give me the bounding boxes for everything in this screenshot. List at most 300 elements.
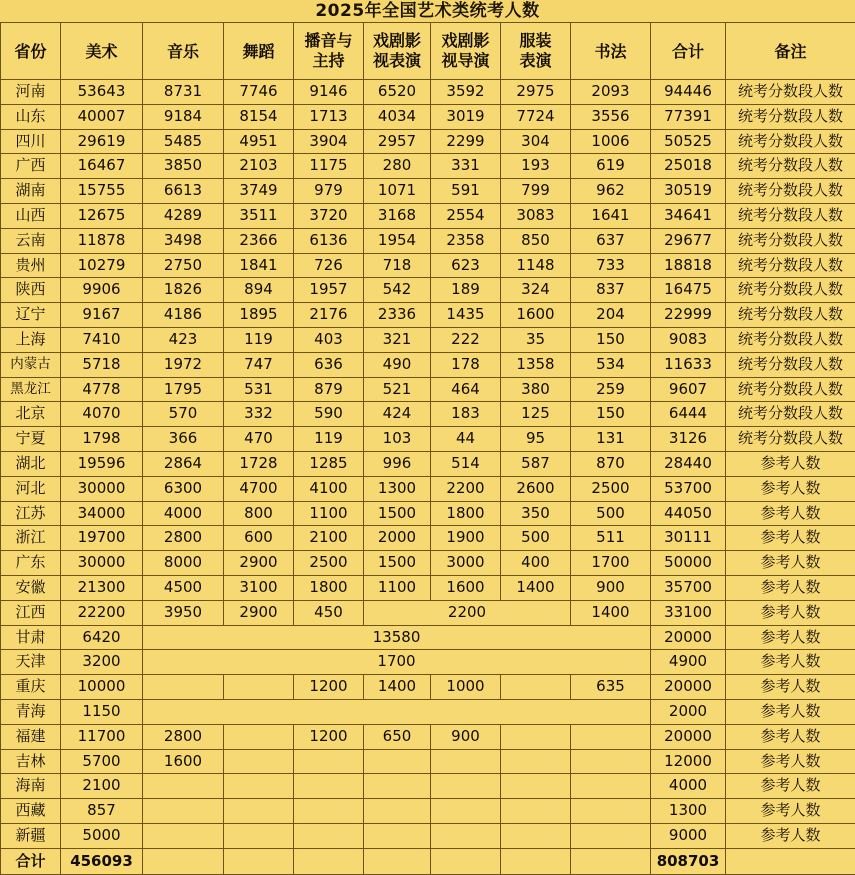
cell-calligraphy: 2093 [571,80,651,105]
cell-calligraphy: 870 [571,451,651,476]
cell-broadcast: 726 [294,253,364,278]
cell-merged: 13580 [143,625,651,650]
cell-fine_art: 2100 [61,774,143,799]
cell-drama_acting: 1500 [364,551,431,576]
cell-province: 湖北 [1,451,61,476]
cell-music: 1795 [143,377,224,402]
cell-costume: 1148 [501,253,571,278]
table-row [1,327,855,352]
cell-drama_acting: 4034 [364,104,431,129]
cell-broadcast: 1200 [294,675,364,700]
cell-fine_art: 10000 [61,675,143,700]
cell-dance: 531 [224,377,294,402]
cell-calligraphy: 1641 [571,203,651,228]
cell-total: 3126 [651,427,726,452]
cell-note: 统考分数段人数 [726,253,855,278]
cell-dance: 1728 [224,451,294,476]
cell-costume [501,799,571,824]
cell-total: 50000 [651,551,726,576]
cell-drama_acting: 718 [364,253,431,278]
cell-costume: 7724 [501,104,571,129]
cell-costume: 2975 [501,80,571,105]
cell-broadcast: 1957 [294,278,364,303]
column-header-line1: 服装 [501,31,570,51]
cell-calligraphy: 1700 [571,551,651,576]
cell-province: 江西 [1,600,61,625]
cell-dance: 1841 [224,253,294,278]
cell-broadcast: 3904 [294,129,364,154]
cell-province: 北京 [1,402,61,427]
cell-note: 统考分数段人数 [726,278,855,303]
cell-fine_art: 15755 [61,179,143,204]
cell-drama_acting: 1954 [364,228,431,253]
cell-broadcast [294,749,364,774]
cell-drama_directing: 1800 [431,501,501,526]
table-row [1,526,855,551]
cell-province: 湖南 [1,179,61,204]
cell-costume [501,823,571,848]
table-row [1,129,855,154]
cell-broadcast: 636 [294,352,364,377]
column-header-drama_directing [431,23,501,80]
table-row [1,228,855,253]
cell-costume: 3083 [501,203,571,228]
cell-calligraphy: 837 [571,278,651,303]
cell-province: 安徽 [1,575,61,600]
cell-costume: 95 [501,427,571,452]
cell-calligraphy: 733 [571,253,651,278]
cell-note: 参考人数 [726,774,855,799]
cell-drama_acting: 103 [364,427,431,452]
table-row [1,625,855,650]
cell-note: 参考人数 [726,749,855,774]
table-total-row [1,848,855,874]
cell-drama_acting: 280 [364,154,431,179]
column-header-note: 备注 [726,23,855,80]
cell-costume: 1400 [501,575,571,600]
cell-drama_acting [364,848,431,874]
cell-calligraphy: 1006 [571,129,651,154]
cell-music: 8731 [143,80,224,105]
cell-music [143,848,224,874]
cell-costume: 304 [501,129,571,154]
cell-drama_acting: 996 [364,451,431,476]
cell-calligraphy: 259 [571,377,651,402]
cell-music [143,823,224,848]
cell-calligraphy [571,749,651,774]
cell-province: 江苏 [1,501,61,526]
cell-total: 9000 [651,823,726,848]
cell-dance: 894 [224,278,294,303]
cell-drama_directing: 591 [431,179,501,204]
column-header-line1: 播音与 [294,31,363,51]
cell-note: 参考人数 [726,451,855,476]
cell-drama_directing: 514 [431,451,501,476]
cell-note: 参考人数 [726,526,855,551]
cell-dance: 332 [224,402,294,427]
cell-broadcast [294,774,364,799]
cell-note: 统考分数段人数 [726,327,855,352]
cell-fine_art: 6420 [61,625,143,650]
table-row [1,675,855,700]
cell-music: 2800 [143,526,224,551]
cell-drama_directing: 623 [431,253,501,278]
cell-calligraphy [571,799,651,824]
cell-music: 3950 [143,600,224,625]
cell-broadcast: 879 [294,377,364,402]
table-row [1,154,855,179]
cell-costume: 1600 [501,303,571,328]
cell-drama_directing: 183 [431,402,501,427]
cell-dance: 2900 [224,600,294,625]
column-header-province: 省份 [1,23,61,80]
cell-total: 11633 [651,352,726,377]
cell-note [726,848,855,874]
cell-total: 4900 [651,650,726,675]
cell-province: 广东 [1,551,61,576]
cell-province: 天津 [1,650,61,675]
cell-music: 2800 [143,724,224,749]
cell-broadcast: 1713 [294,104,364,129]
cell-dance: 470 [224,427,294,452]
cell-broadcast: 1100 [294,501,364,526]
column-header-line1: 戏剧影 [364,31,430,51]
cell-note: 参考人数 [726,724,855,749]
cell-dance [224,799,294,824]
cell-calligraphy: 637 [571,228,651,253]
cell-broadcast [294,848,364,874]
cell-drama_directing: 2299 [431,129,501,154]
cell-broadcast: 590 [294,402,364,427]
cell-costume: 193 [501,154,571,179]
cell-total: 33100 [651,600,726,625]
cell-drama_directing [431,848,501,874]
cell-broadcast: 1200 [294,724,364,749]
cell-music: 4186 [143,303,224,328]
table-row [1,575,855,600]
cell-calligraphy: 619 [571,154,651,179]
cell-note: 统考分数段人数 [726,377,855,402]
cell-province: 云南 [1,228,61,253]
cell-calligraphy: 150 [571,402,651,427]
cell-drama_acting: 1300 [364,476,431,501]
table-row [1,724,855,749]
cell-drama_directing: 44 [431,427,501,452]
table-row [1,551,855,576]
cell-total: 53700 [651,476,726,501]
table-row [1,650,855,675]
cell-fine_art: 22200 [61,600,143,625]
cell-calligraphy: 150 [571,327,651,352]
cell-merged: 1700 [143,650,651,675]
cell-dance: 1895 [224,303,294,328]
cell-dance: 119 [224,327,294,352]
cell-broadcast: 2100 [294,526,364,551]
cell-total: 2000 [651,699,726,724]
cell-total: 44050 [651,501,726,526]
cell-music: 2750 [143,253,224,278]
cell-calligraphy: 204 [571,303,651,328]
cell-drama_acting: 1500 [364,501,431,526]
cell-music [143,675,224,700]
cell-drama_directing: 222 [431,327,501,352]
cell-music: 5485 [143,129,224,154]
cell-dance: 3511 [224,203,294,228]
cell-province: 重庆 [1,675,61,700]
cell-dance: 4700 [224,476,294,501]
table-row [1,303,855,328]
cell-province: 四川 [1,129,61,154]
cell-province: 宁夏 [1,427,61,452]
cell-costume [501,848,571,874]
cell-drama_directing: 464 [431,377,501,402]
cell-drama_acting: 2957 [364,129,431,154]
cell-fine_art: 30000 [61,476,143,501]
cell-total: 94446 [651,80,726,105]
cell-fine_art: 29619 [61,129,143,154]
cell-province: 西藏 [1,799,61,824]
cell-music: 9184 [143,104,224,129]
cell-calligraphy: 635 [571,675,651,700]
cell-fine_art: 5000 [61,823,143,848]
cell-music: 3498 [143,228,224,253]
cell-fine_art: 10279 [61,253,143,278]
cell-dance: 600 [224,526,294,551]
cell-broadcast: 1175 [294,154,364,179]
table-row [1,377,855,402]
cell-province: 黑龙江 [1,377,61,402]
column-header-line2: 主持 [294,51,363,71]
cell-drama_acting: 2336 [364,303,431,328]
cell-total: 1300 [651,799,726,824]
cell-drama_directing: 178 [431,352,501,377]
cell-total: 30111 [651,526,726,551]
cell-costume: 850 [501,228,571,253]
page-title: 2025年全国艺术类统考人数 [315,1,539,21]
cell-calligraphy: 511 [571,526,651,551]
cell-drama_directing [431,799,501,824]
cell-music: 366 [143,427,224,452]
cell-drama_acting: 490 [364,352,431,377]
cell-note: 统考分数段人数 [726,352,855,377]
cell-drama_directing: 189 [431,278,501,303]
cell-note: 参考人数 [726,575,855,600]
cell-total: 29677 [651,228,726,253]
cell-fine_art: 11700 [61,724,143,749]
cell-drama_acting [364,774,431,799]
cell-fine_art: 4778 [61,377,143,402]
cell-note: 统考分数段人数 [726,203,855,228]
cell-dance [224,675,294,700]
cell-drama_directing: 1600 [431,575,501,600]
cell-dance [224,848,294,874]
cell-merged: 2200 [364,600,571,625]
column-header-line2: 视导演 [431,51,500,71]
cell-calligraphy [571,724,651,749]
cell-fine_art: 7410 [61,327,143,352]
cell-costume [501,675,571,700]
cell-broadcast: 450 [294,600,364,625]
cell-drama_directing: 3019 [431,104,501,129]
cell-drama_directing: 2358 [431,228,501,253]
cell-drama_acting: 542 [364,278,431,303]
cell-calligraphy: 2500 [571,476,651,501]
cell-broadcast: 1800 [294,575,364,600]
table-row [1,104,855,129]
column-header-line2: 视表演 [364,51,430,71]
cell-drama_acting: 650 [364,724,431,749]
cell-music: 4500 [143,575,224,600]
cell-broadcast [294,823,364,848]
cell-province: 山东 [1,104,61,129]
cell-province: 山西 [1,203,61,228]
cell-calligraphy [571,823,651,848]
cell-fine_art: 1150 [61,699,143,724]
table-row [1,253,855,278]
cell-note: 统考分数段人数 [726,129,855,154]
table-row [1,402,855,427]
cell-drama_acting [364,823,431,848]
cell-broadcast: 2500 [294,551,364,576]
cell-total: 4000 [651,774,726,799]
cell-drama_acting [364,749,431,774]
cell-merged [143,699,651,724]
cell-total: 20000 [651,675,726,700]
table-row [1,774,855,799]
column-header-calligraphy: 书法 [571,23,651,80]
cell-note: 统考分数段人数 [726,402,855,427]
table-row [1,501,855,526]
cell-calligraphy: 3556 [571,104,651,129]
cell-fine_art: 12675 [61,203,143,228]
cell-total: 9607 [651,377,726,402]
cell-drama_acting: 1400 [364,675,431,700]
cell-total: 18818 [651,253,726,278]
cell-broadcast: 4100 [294,476,364,501]
column-header-broadcast [294,23,364,80]
cell-province: 辽宁 [1,303,61,328]
cell-province: 河北 [1,476,61,501]
table-row [1,451,855,476]
cell-music: 6300 [143,476,224,501]
cell-dance: 4951 [224,129,294,154]
table-header [1,23,855,80]
cell-note: 参考人数 [726,650,855,675]
cell-note: 参考人数 [726,551,855,576]
cell-costume: 2600 [501,476,571,501]
cell-broadcast: 403 [294,327,364,352]
cell-total: 20000 [651,625,726,650]
cell-costume [501,749,571,774]
cell-dance [224,823,294,848]
cell-fine_art: 5700 [61,749,143,774]
cell-province: 海南 [1,774,61,799]
cell-costume: 380 [501,377,571,402]
cell-dance [224,774,294,799]
cell-note: 统考分数段人数 [726,179,855,204]
cell-note: 参考人数 [726,823,855,848]
cell-calligraphy: 1400 [571,600,651,625]
cell-fine_art: 19596 [61,451,143,476]
cell-note: 统考分数段人数 [726,104,855,129]
cell-calligraphy [571,774,651,799]
cell-drama_directing [431,749,501,774]
cell-drama_acting: 521 [364,377,431,402]
cell-music [143,799,224,824]
cell-costume: 500 [501,526,571,551]
cell-province: 合计 [1,848,61,874]
cell-calligraphy: 962 [571,179,651,204]
cell-drama_directing: 331 [431,154,501,179]
cell-province: 青海 [1,699,61,724]
cell-calligraphy: 500 [571,501,651,526]
cell-music: 1600 [143,749,224,774]
cell-costume [501,774,571,799]
cell-costume: 125 [501,402,571,427]
cell-dance: 7746 [224,80,294,105]
cell-province: 上海 [1,327,61,352]
cell-broadcast: 2176 [294,303,364,328]
cell-drama_directing: 2200 [431,476,501,501]
cell-broadcast: 119 [294,427,364,452]
cell-note: 参考人数 [726,501,855,526]
cell-drama_acting: 424 [364,402,431,427]
column-header-drama_acting [364,23,431,80]
cell-costume: 587 [501,451,571,476]
cell-broadcast [294,799,364,824]
exam-statistics-table [0,22,855,875]
cell-province: 甘肃 [1,625,61,650]
cell-total: 22999 [651,303,726,328]
cell-costume: 1358 [501,352,571,377]
cell-music: 4289 [143,203,224,228]
cell-calligraphy [571,848,651,874]
column-header-dance: 舞蹈 [224,23,294,80]
cell-fine_art: 857 [61,799,143,824]
cell-province: 广西 [1,154,61,179]
cell-province: 福建 [1,724,61,749]
table-body [1,80,855,875]
cell-fine_art: 53643 [61,80,143,105]
cell-dance: 800 [224,501,294,526]
table-row [1,352,855,377]
cell-note: 统考分数段人数 [726,303,855,328]
cell-music: 1972 [143,352,224,377]
column-header-costume [501,23,571,80]
table-row [1,179,855,204]
cell-calligraphy: 900 [571,575,651,600]
cell-fine_art: 5718 [61,352,143,377]
cell-music: 570 [143,402,224,427]
cell-music: 8000 [143,551,224,576]
cell-drama_directing: 1900 [431,526,501,551]
column-header-fine_art: 美术 [61,23,143,80]
cell-note: 统考分数段人数 [726,427,855,452]
cell-broadcast: 9146 [294,80,364,105]
cell-drama_directing: 900 [431,724,501,749]
cell-fine_art: 30000 [61,551,143,576]
cell-fine_art: 3200 [61,650,143,675]
cell-drama_directing: 2554 [431,203,501,228]
cell-drama_directing [431,823,501,848]
cell-total: 25018 [651,154,726,179]
cell-note: 参考人数 [726,699,855,724]
cell-dance: 2366 [224,228,294,253]
table-row [1,476,855,501]
cell-dance: 2103 [224,154,294,179]
cell-fine_art: 456093 [61,848,143,874]
cell-fine_art: 4070 [61,402,143,427]
